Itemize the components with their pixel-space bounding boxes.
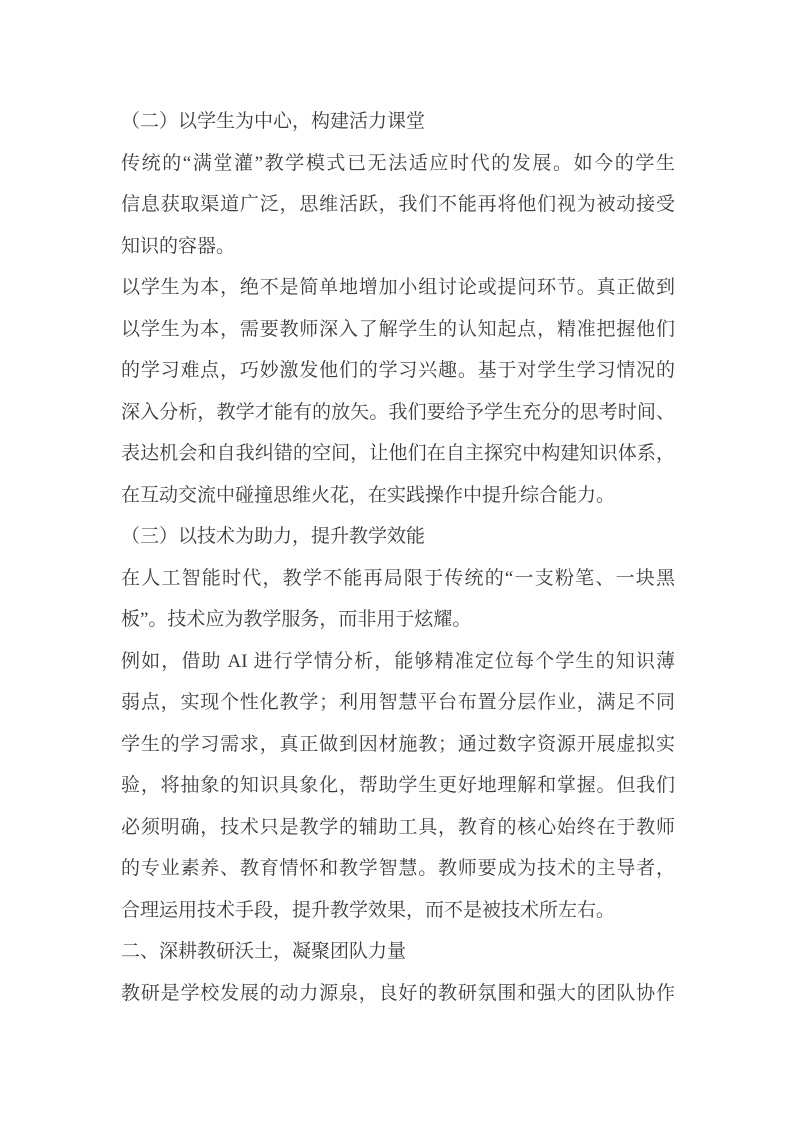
- text-line: 弱点，实现个性化教学；利用智慧平台布置分层作业，满足不同: [121, 692, 675, 713]
- text-line: 表达机会和自我纠错的空间，让他们在自主探究中构建知识体系，: [121, 443, 675, 464]
- text-line: 以学生为本，需要教师深入了解学生的认知起点，精准把握他们: [121, 318, 675, 340]
- text-line: 必须明确，技术只是教学的辅助工具，教育的核心始终在于教师: [121, 816, 675, 838]
- heading-line: 二、深耕教研沃土，凝聚团队力量: [121, 941, 407, 962]
- section-main-2-heading: [121, 931, 675, 973]
- section-main-2: [121, 931, 675, 1014]
- paragraph: [121, 267, 675, 516]
- paragraph: [121, 973, 675, 1015]
- paragraph: [121, 143, 675, 268]
- text-line: 教研是学校发展的动力源泉，良好的教研氛围和强大的团队协作: [121, 982, 675, 1004]
- text-line: 传统的“满堂灌”教学模式已无法适应时代的发展。如今的学生: [121, 152, 675, 174]
- section-3-heading: [121, 516, 675, 558]
- paragraph: [121, 641, 675, 932]
- text-line: 验，将抽象的知识具象化，帮助学生更好地理解和掌握。但我们: [121, 775, 675, 796]
- section-2: [121, 101, 675, 516]
- text-line: 学生的学习需求，真正做到因材施教；通过数字资源开展虚拟实: [121, 733, 675, 755]
- text-line: 合理运用技术手段，提升教学效果，而不是被技术所左右。: [121, 899, 616, 921]
- heading-line: （二）以学生为中心，构建活力课堂: [121, 111, 426, 132]
- text-line: 例如，借助 AI 进行学情分析，能够精准定位每个学生的知识薄: [121, 650, 675, 672]
- text-line: 的专业素养、教育情怀和教学智慧。教师要成为技术的主导者，: [121, 858, 675, 879]
- text-line: 板”。技术应为教学服务，而非用于炫耀。: [121, 609, 472, 630]
- text-line: 信息获取渠道广泛，思维活跃，我们不能再将他们视为被动接受: [121, 194, 675, 215]
- text-line: 以学生为本，绝不是简单地增加小组讨论或提问环节。真正做到: [121, 277, 675, 298]
- text-line: 知识的容器。: [121, 235, 236, 257]
- text-line: 在互动交流中碰撞思维火花，在实践操作中提升综合能力。: [121, 484, 616, 506]
- text-line: 深入分析，教学才能有的放矢。我们要给予学生充分的思考时间、: [121, 401, 675, 423]
- paragraph: [121, 558, 675, 641]
- text-line: 在人工智能时代，教学不能再局限于传统的“一支粉笔、一块黑: [121, 567, 675, 589]
- section-2-heading: [121, 101, 675, 143]
- heading-line: （三）以技术为助力，提升教学效能: [121, 526, 426, 547]
- text-line: 的学习难点，巧妙激发他们的学习兴趣。基于对学生学习情况的: [121, 360, 675, 381]
- section-3: [121, 516, 675, 931]
